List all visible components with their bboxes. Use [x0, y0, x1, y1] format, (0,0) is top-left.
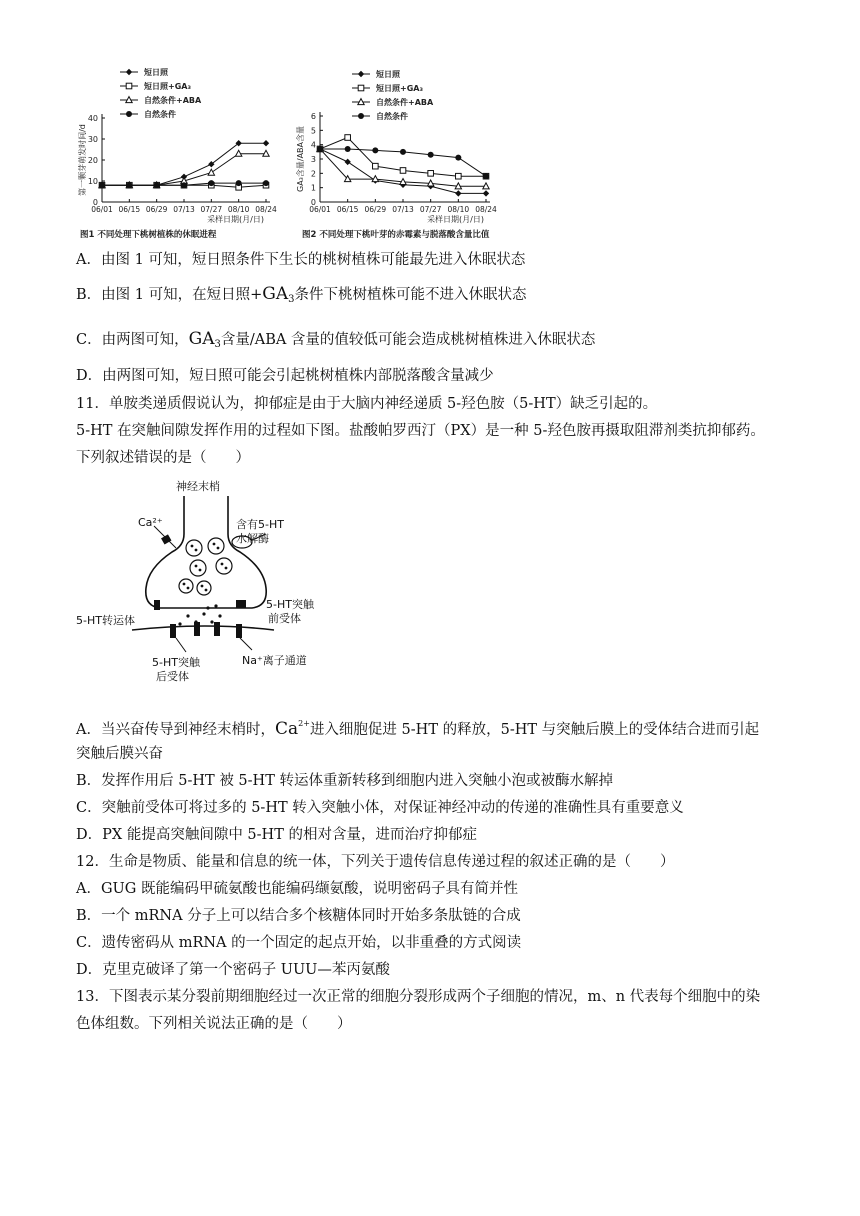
calcium-label: Ca²⁺	[138, 516, 163, 529]
q11-option-c: C．突触前受体可将过多的 5-HT 转入突触小体，对保证神经冲动的传递的准确性具有重要意义	[76, 800, 684, 816]
y-tick-label: 5	[310, 126, 316, 136]
data-point	[263, 180, 269, 186]
data-point	[456, 173, 462, 179]
transporter-label: 5-HT转运体	[76, 614, 135, 627]
q10-option-d: D．由两图可知，短日照可能会引起桃树植株内部脱落酸含量减少	[76, 368, 494, 384]
x-tick-label: 06/15	[118, 205, 141, 214]
data-point	[181, 182, 187, 188]
y-tick-label: 2	[310, 169, 316, 179]
pre-receptor-label-line2: 前受体	[268, 612, 301, 625]
vesicle-contents	[183, 543, 228, 592]
post-receptor-label-line1: 5-HT突触	[152, 656, 200, 669]
x-tick-label: 08/10	[227, 205, 250, 214]
x-tick-label: 06/01	[309, 205, 331, 214]
legend-marker	[358, 85, 364, 91]
legend-label: 自然条件+ABA	[376, 98, 434, 107]
y-tick-label: 30	[87, 135, 98, 144]
serotonin-transporter	[154, 600, 160, 610]
x-tick-label: 08/24	[255, 205, 277, 214]
vesicle-label-line1: 含有5-HT	[236, 518, 284, 531]
legend-label: 短日照+GA₃	[376, 84, 423, 93]
data-point	[344, 159, 350, 165]
q11-stem-line2: 5-HT 在突触间隙发挥作用的过程如下图。盐酸帕罗西汀（PX）是一种 5-羟色胺再摄取阻滞剂类抗抑郁药。	[76, 423, 765, 439]
q12-option-b: B．一个 mRNA 分子上可以结合多个核糖体同时开始多条肽链的合成	[76, 908, 521, 924]
data-point	[400, 168, 406, 174]
presynaptic-receptor	[236, 600, 246, 608]
y-tick-label: 10	[87, 177, 98, 186]
data-point	[208, 180, 214, 186]
q13-stem-line2: 色体组数。下列相关说法正确的是（ ）	[76, 1016, 352, 1032]
x-tick-label: 08/10	[447, 205, 470, 214]
q11-stem-line3: 下列叙述错误的是（ ）	[76, 450, 250, 466]
pre-receptor-label-line1: 5-HT突触	[266, 598, 314, 611]
data-point	[236, 180, 242, 186]
data-point	[373, 163, 379, 169]
data-point	[154, 182, 160, 188]
vesicle-label-line2: 水解酶	[236, 532, 269, 545]
data-point	[428, 152, 434, 158]
q10-option-b: B．由图 1 可知，在短日照$+GA_3$条件下桃树植株可能不进入休眠状态	[76, 284, 527, 305]
q12-stem: 12．生命是物质、能量和信息的统一体，下列关于遗传信息传递过程的叙述正确的是（ ）	[76, 854, 675, 870]
x-tick-label: 06/15	[336, 205, 359, 214]
nerve-terminal-label: 神经末梢	[176, 480, 220, 493]
q11-option-a: A．当兴奋传导到神经末梢时，$Ca^{2+}$进入细胞促进 5-HT 的释放，5-HT 与突触后膜上的受体结合进而引起	[76, 719, 760, 739]
data-point	[99, 182, 105, 188]
legend-marker	[126, 111, 132, 117]
legend-label: 短日照+GA₃	[144, 82, 191, 91]
q11-stem-line1: 11．单胺类递质假说认为，抑郁症是由于大脑内神经递质 5-羟色胺（5-HT）缺乏引起的。	[76, 396, 658, 412]
legend-label: 自然条件+ABA	[144, 96, 202, 105]
data-point	[263, 140, 269, 146]
data-point	[455, 155, 461, 161]
chart2-caption: 图2 不同处理下桃叶芽的赤霉素与脱落酸含量比值	[302, 230, 490, 240]
q12-option-a: A．GUG 既能编码甲硫氨酸也能编码缬氨酸，说明密码子具有简并性	[76, 881, 518, 897]
dormancy-chart	[76, 62, 286, 232]
y-tick-label: 1	[310, 183, 316, 193]
x-tick-label: 06/29	[145, 205, 168, 214]
chart1-caption: 图1 不同处理下桃树植株的休眠进程	[80, 230, 217, 240]
y-tick-label: 6	[310, 112, 316, 121]
legend-label: 短日照	[376, 70, 400, 79]
data-point	[126, 182, 132, 188]
calcium-channel	[161, 534, 171, 544]
y-axis-label: 第一颗芽萌发时间/d	[78, 124, 87, 196]
y-tick-label: 0	[310, 198, 316, 207]
data-point	[317, 146, 323, 152]
q10-option-c: C．由两图可知，$GA_3$含量/ABA 含量的值较低可能会造成桃树植株进入休眠状态	[76, 329, 596, 350]
data-point	[208, 169, 214, 175]
y-tick-label: 3	[310, 155, 316, 164]
legend-marker	[358, 113, 364, 119]
q10-option-a: A．由图 1 可知，短日照条件下生长的桃树植株可能最先进入休眠状态	[76, 252, 526, 268]
data-point	[455, 190, 461, 196]
x-tick-label: 07/27	[200, 205, 223, 214]
y-axis-label: GA₃含量/ABA含量	[296, 125, 305, 193]
x-axis-label: 采样日期(月/日)	[207, 215, 264, 224]
legend-label: 自然条件	[144, 110, 176, 119]
postsynaptic-membrane	[132, 626, 274, 630]
sodium-channel-label: Na⁺离子通道	[242, 654, 307, 667]
synapse-diagram	[76, 476, 326, 686]
series-2	[317, 135, 489, 179]
series-3	[99, 150, 269, 188]
hormone-ratio-chart	[296, 62, 511, 232]
x-tick-label: 07/27	[419, 205, 442, 214]
legend-label: 自然条件	[376, 112, 408, 121]
q12-option-c: C．遗传密码从 mRNA 的一个固定的起点开始，以非重叠的方式阅读	[76, 935, 522, 951]
x-tick-label: 08/24	[475, 205, 497, 214]
legend-marker	[358, 71, 364, 77]
x-tick-label: 06/01	[91, 205, 113, 214]
legend-label: 短日照	[144, 68, 168, 77]
data-point	[483, 190, 489, 196]
y-tick-label: 0	[92, 198, 98, 207]
post-receptor-label-line2: 后受体	[156, 670, 189, 683]
legend-marker	[126, 83, 132, 89]
data-point	[428, 171, 434, 177]
q12-option-d: D．克里克破译了第一个密码子 UUU—苯丙氨酸	[76, 962, 390, 978]
data-point	[372, 147, 378, 153]
legend	[120, 67, 202, 119]
y-tick-label: 20	[87, 156, 98, 165]
x-tick-label: 07/13	[392, 205, 414, 214]
x-tick-label: 07/13	[173, 205, 195, 214]
synaptic-vesicles	[179, 538, 232, 595]
q11-option-a-line2: 突触后膜兴奋	[76, 746, 163, 762]
q11-option-b: B．发挥作用后 5-HT 被 5-HT 转运体重新转移到细胞内进入突触小泡或被酶水解掉	[76, 773, 613, 789]
y-tick-label: 40	[87, 114, 98, 123]
x-tick-label: 06/29	[364, 205, 387, 214]
data-point	[345, 146, 351, 152]
data-point	[400, 149, 406, 155]
data-point	[345, 135, 351, 141]
q11-option-d: D．PX 能提高突触间隙中 5-HT 的相对含量，进而治疗抑郁症	[76, 827, 477, 843]
legend-marker	[126, 69, 132, 75]
legend	[352, 69, 434, 121]
data-point	[483, 173, 489, 179]
y-tick-label: 4	[310, 140, 316, 150]
x-axis-label: 采样日期(月/日)	[427, 215, 484, 224]
q13-stem-line1: 13．下图表示某分裂前期细胞经过一次正常的细胞分裂形成两个子细胞的情况，m、n 代表每个细胞中的染	[76, 989, 761, 1005]
